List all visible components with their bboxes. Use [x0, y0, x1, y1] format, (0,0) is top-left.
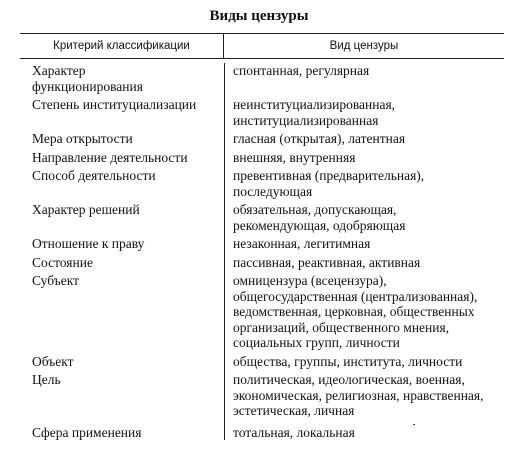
table-body	[20, 63, 504, 440]
table-header-rule	[20, 58, 504, 59]
table-row	[20, 354, 504, 370]
row-type: политическая, идеологическая, военная, экономическая, религиозная, нравственная, эстетическая, личная	[233, 372, 484, 418]
row-type: спонтанная, регулярная	[233, 63, 370, 78]
row-type: общества, группы, института, личности	[233, 353, 463, 369]
table-row	[20, 168, 504, 199]
table-row	[20, 97, 504, 128]
header-type: Вид цензуры	[329, 40, 399, 52]
table-row	[20, 63, 504, 94]
row-type: пассивная, реактивная, активная	[233, 254, 421, 270]
row-criterion: Мера открытости	[32, 131, 133, 146]
row-criterion: Характер функционирования	[32, 63, 143, 94]
column-divider	[224, 63, 225, 440]
scan-speck	[413, 424, 415, 425]
row-criterion: Цель	[32, 372, 61, 387]
table-row	[20, 372, 504, 419]
header-criterion: Критерий классификации	[20, 34, 224, 58]
row-type: обязательная, допускающая, рекомендующая, одобряющая	[233, 202, 406, 233]
row-type: гласная (открытая), латентная	[233, 131, 406, 146]
row-criterion: Степень институциализации	[32, 97, 197, 112]
row-type: превентивная (предварительная), последующая	[233, 168, 425, 199]
table-row	[20, 236, 504, 252]
row-type: незаконная, легитимная	[233, 236, 371, 251]
page-title: Виды цензуры	[209, 8, 309, 24]
censorship-types-table	[20, 33, 504, 440]
table-row	[20, 255, 504, 271]
table-row	[20, 202, 504, 233]
table-row	[20, 131, 504, 147]
row-criterion: Направление деятельности	[32, 149, 188, 165]
row-type: внешняя, внутренняя	[233, 149, 356, 165]
row-criterion: Сфера применения	[32, 424, 142, 440]
row-criterion: Способ деятельности	[32, 168, 156, 183]
table-row	[20, 273, 504, 351]
table-row	[20, 425, 504, 441]
table-row	[20, 150, 504, 166]
row-type: омницензура (всецензура), общегосударственная (централизованная), ведомственная, церковная, общественных организаций, общественного мнения, социальных групп, личности	[233, 273, 478, 350]
row-criterion: Субъект	[32, 273, 80, 288]
row-criterion: Характер решений	[32, 202, 140, 217]
row-type: тотальная, локальная	[233, 424, 355, 440]
row-type: неинституциализированная, институциализированная	[233, 97, 396, 128]
row-criterion: Отношение к праву	[32, 236, 145, 251]
table-header	[20, 34, 504, 58]
row-criterion: Состояние	[32, 254, 93, 270]
row-criterion: Объект	[32, 353, 74, 369]
